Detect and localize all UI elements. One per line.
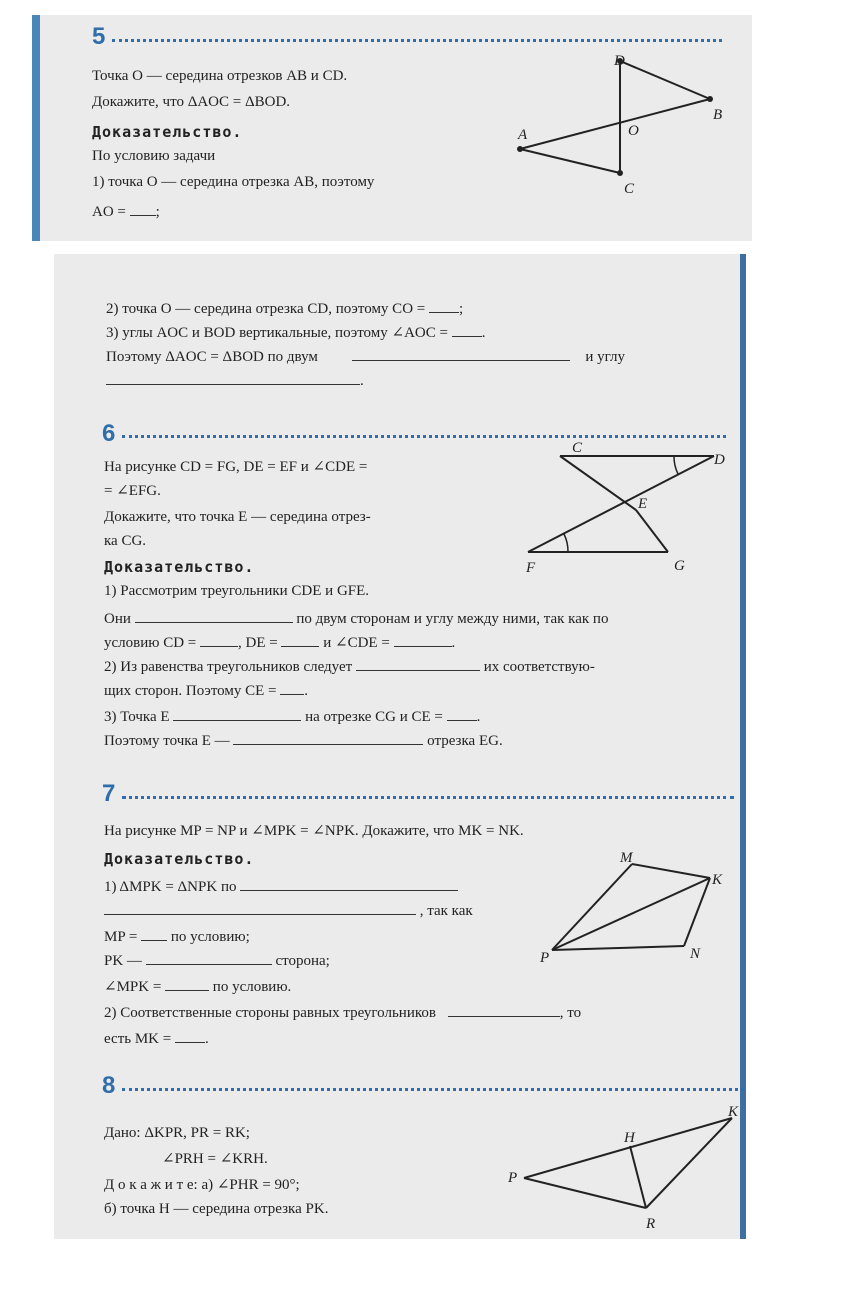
co-text: 2) точка O — середина отрезка CD, поэтому CO = xyxy=(106,301,426,317)
problem-6-number: 6 xyxy=(102,420,116,447)
problem-6-proof-line-2 xyxy=(104,608,608,628)
problem-5-figure xyxy=(510,53,730,203)
problem-8-divider xyxy=(122,1088,744,1091)
corresponding-sides-text: 2) Соответственные стороны равных треугольников xyxy=(104,1005,436,1021)
label-h: H xyxy=(624,1130,635,1146)
conclusion-angle-blank[interactable] xyxy=(106,370,360,385)
problem-7-proof-line-1 xyxy=(104,876,458,896)
label-g: G xyxy=(674,558,685,574)
ce-second-answer-blank[interactable] xyxy=(447,706,477,721)
by-two-sides-text: по двум сторонам и углу между ними, так как по xyxy=(296,611,609,627)
problem-5-proof-line-3 xyxy=(92,201,160,221)
point-b xyxy=(707,96,713,102)
label-c: C xyxy=(572,440,583,456)
label-p: P xyxy=(508,1170,518,1186)
problem-7-divider xyxy=(122,796,734,799)
segment-rk xyxy=(646,1118,732,1208)
point-e-position-blank[interactable] xyxy=(173,706,301,721)
cd-equals-text: условию CD = xyxy=(104,635,197,651)
problem-6-divider xyxy=(122,435,726,438)
point-a xyxy=(517,146,523,152)
problem-8-prove-line-2: б) точка H — середина отрезка PK. xyxy=(104,1201,329,1217)
line-5-period: . xyxy=(304,683,309,699)
segment-ab xyxy=(520,99,710,149)
ao-label: AO = xyxy=(92,204,126,220)
label-p: P xyxy=(540,950,550,966)
problem-5-proof-line-1: По условию задачи xyxy=(92,148,216,164)
problem-6-proof-line-3 xyxy=(104,632,455,652)
problem-6-condition-line-4: ка CG. xyxy=(104,533,147,549)
label-r: R xyxy=(646,1216,656,1232)
angle-aoc-text: 3) углы AOC и BOD вертикальные, поэтому ∠AOC = xyxy=(106,325,448,341)
problem-7-proof-line-7 xyxy=(104,1028,209,1048)
line-6-period: . xyxy=(476,709,481,725)
therefore-point-e-text: Поэтому точка E — xyxy=(104,733,230,749)
segment-pr xyxy=(524,1178,646,1208)
segment-db xyxy=(620,61,710,99)
label-d: D xyxy=(714,452,725,468)
problem-6-figure xyxy=(518,440,728,576)
by-condition-text: по условию; xyxy=(170,929,250,945)
corresponding-text: их соответствую- xyxy=(483,659,595,675)
problem-6-proof-line-6 xyxy=(104,706,480,726)
angle-mpk-text: ∠MPK = xyxy=(104,979,162,995)
problem-6-proof-line-4 xyxy=(104,656,595,676)
problem-7-proof-line-5 xyxy=(104,976,291,996)
label-o: O xyxy=(628,123,639,139)
side-text: сторона; xyxy=(275,953,330,969)
mk-answer-blank[interactable] xyxy=(175,1028,205,1043)
segment-pk xyxy=(524,1118,732,1178)
problem-6-proof-line-5 xyxy=(104,680,308,700)
problem-7-proof-heading: Доказательство. xyxy=(104,850,255,868)
triangles-relation-blank[interactable] xyxy=(135,608,293,623)
label-d: D xyxy=(614,53,625,69)
problem-7-proof-line-2 xyxy=(104,900,473,920)
problem-5-proof-line-5 xyxy=(106,322,485,342)
label-c: C xyxy=(624,181,635,197)
angle-aoc-answer-blank[interactable] xyxy=(452,322,482,337)
segment-hr xyxy=(630,1146,646,1208)
label-m: M xyxy=(620,850,633,866)
problem-6-condition-line-1: На рисунке CD = FG, DE = EF и ∠CDE = xyxy=(104,459,368,475)
problem-5-number: 5 xyxy=(92,23,106,50)
angle-cde-answer-blank[interactable] xyxy=(394,632,452,647)
label-a: A xyxy=(518,127,528,143)
segment-eg-text: отрезка EG. xyxy=(427,733,503,749)
sides-relation-blank[interactable] xyxy=(448,1002,560,1017)
they-text: Они xyxy=(104,611,131,627)
problem-7-condition: На рисунке MP = NP и ∠MPK = ∠NPK. Докажите, что MK = NK. xyxy=(104,823,524,839)
line-3-period: . xyxy=(451,635,456,651)
problem-7-number: 7 xyxy=(102,780,116,807)
problem-6-proof-heading: Доказательство. xyxy=(104,558,255,576)
angle-mpk-answer-blank[interactable] xyxy=(165,976,209,991)
problem-5-condition-line-1: Точка O — середина отрезков AB и CD. xyxy=(92,68,348,84)
label-e: E xyxy=(638,496,648,512)
problem-7-figure xyxy=(540,850,723,970)
segment-eg xyxy=(636,510,668,552)
conclusion-sides-blank[interactable] xyxy=(352,346,570,361)
problem-8-figure xyxy=(504,1104,744,1233)
pk-text: PK — xyxy=(104,953,142,969)
label-k: K xyxy=(712,872,723,888)
problem-8-number: 8 xyxy=(102,1072,116,1099)
problem-7-proof-line-6 xyxy=(104,1002,581,1022)
segment-df xyxy=(528,456,714,552)
ce-answer-blank[interactable] xyxy=(280,680,304,695)
label-n: N xyxy=(690,946,701,962)
problem-5-top-photo xyxy=(32,15,752,241)
ao-answer-blank[interactable] xyxy=(130,201,156,216)
midpoint-blank[interactable] xyxy=(233,730,423,745)
angle-f-arc xyxy=(564,534,568,552)
problem-5-condition-line-2: Докажите, что ΔAOC = ΔBOD. xyxy=(92,94,291,110)
problem-8-given-line-2: ∠PRH = ∠KRH. xyxy=(162,1151,268,1167)
problem-6-condition-line-2: = ∠EFG. xyxy=(104,483,161,499)
segment-pn xyxy=(552,946,684,950)
line-7-period: . xyxy=(204,1031,209,1047)
conclusion-text: Поэтому ΔAOC = ΔBOD по двум xyxy=(106,349,318,365)
angle-d-arc xyxy=(674,456,678,474)
problem-5-divider xyxy=(112,39,722,42)
problem-8-given-line-1: Дано: ΔKPR, PR = RK; xyxy=(104,1125,250,1141)
ao-semicolon: ; xyxy=(155,204,160,220)
problem-6-proof-line-7 xyxy=(104,730,503,750)
equality-follows-blank[interactable] xyxy=(356,656,480,671)
problems-6-8-photo xyxy=(54,254,746,1239)
ce-equals-text: щих сторон. Поэтому CE = xyxy=(104,683,277,699)
conclusion-period: . xyxy=(360,373,364,389)
problem-7-proof-line-4 xyxy=(104,950,330,970)
de-equals-text: , DE = xyxy=(238,635,278,651)
mk-equals-text: есть MK = xyxy=(104,1031,172,1047)
problem-8-prove-line-1: Д о к а ж и т е: а) ∠PHR = 90°; xyxy=(104,1177,300,1193)
label-k: K xyxy=(728,1104,739,1120)
criterion-blank-continued[interactable] xyxy=(104,900,416,915)
equality-follows-text: 2) Из равенства треугольников следует xyxy=(104,659,353,675)
segment-ac xyxy=(520,149,620,173)
de-answer-blank[interactable] xyxy=(281,632,319,647)
problem-5-proof-line-7 xyxy=(106,370,364,390)
problem-5-proof-line-2: 1) точка O — середина отрезка AB, поэтому xyxy=(92,174,375,190)
problem-5-proof-line-4 xyxy=(106,298,463,318)
label-b: B xyxy=(713,107,723,123)
on-segment-cg-text: на отрезке CG и CE = xyxy=(305,709,443,725)
segment-mk xyxy=(632,864,710,878)
pk-side-blank[interactable] xyxy=(146,950,272,965)
problem-5-proof-line-6 xyxy=(106,346,625,366)
mp-answer-blank[interactable] xyxy=(141,926,167,941)
segment-pm xyxy=(552,864,632,950)
by-condition-text-2: по условию. xyxy=(212,979,292,995)
point-c xyxy=(617,170,623,176)
label-f: F xyxy=(526,560,536,576)
angle-cde-text: и ∠CDE = xyxy=(323,635,390,651)
problem-6-proof-line-1: 1) Рассмотрим треугольники CDE и GFE. xyxy=(104,583,370,599)
criterion-blank[interactable] xyxy=(240,876,458,891)
because-text: , так как xyxy=(419,903,473,919)
that-is-text: , то xyxy=(559,1005,582,1021)
co-answer-blank[interactable] xyxy=(429,298,459,313)
mpk-equals-npk-text: 1) ΔMPK = ΔNPK по xyxy=(104,879,237,895)
angle-aoc-period: . xyxy=(481,325,486,341)
point-e-text: 3) Точка E xyxy=(104,709,170,725)
co-semicolon: ; xyxy=(458,301,464,317)
cd-answer-blank[interactable] xyxy=(200,632,238,647)
mp-equals-text: MP = xyxy=(104,929,138,945)
conclusion-angle-text: и углу xyxy=(585,349,626,365)
problem-6-condition-line-3: Докажите, что точка E — середина отрез- xyxy=(104,509,371,525)
problem-5-proof-heading: Доказательство. xyxy=(92,123,243,141)
problem-7-proof-line-3 xyxy=(104,926,250,946)
